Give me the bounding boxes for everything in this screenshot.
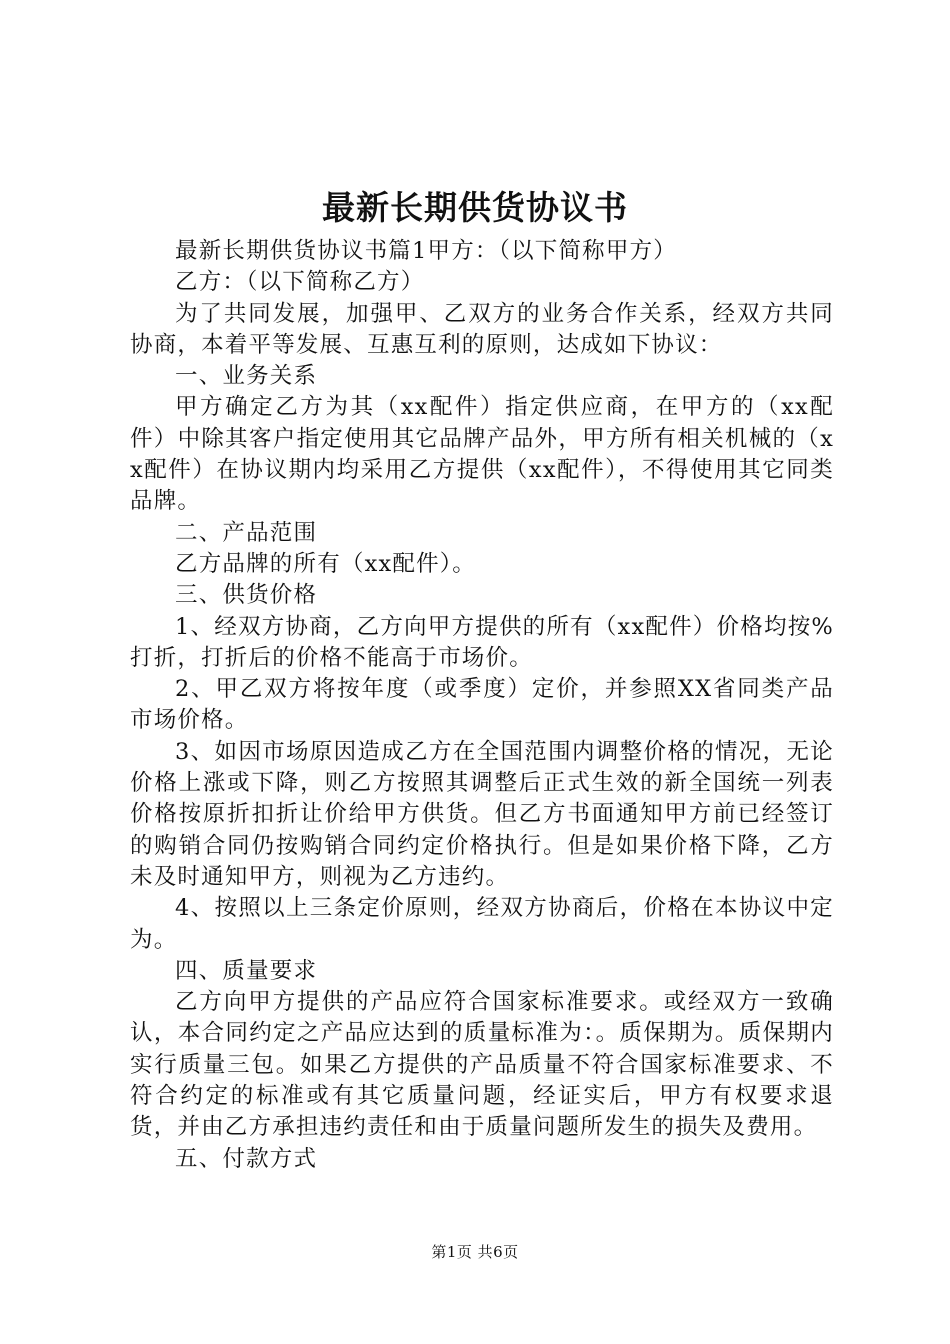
page-footer: 第1页 共6页 bbox=[431, 1243, 519, 1261]
section-heading-quality: 四、质量要求 bbox=[175, 957, 318, 984]
paragraph-intro: 最新长期供货协议书篇1甲方：（以下简称甲方） bbox=[175, 238, 677, 264]
section-heading-pricing: 三、供货价格 bbox=[175, 582, 318, 609]
section-heading-products: 二、产品范围 bbox=[175, 519, 318, 546]
paragraph-pricing-2: 2、甲乙双方将按年度（或季度）定价，并参照XX省同类产品市场价格。 bbox=[130, 676, 834, 734]
paragraph-pricing-4: 4、按照以上三条定价原则，经双方协商后，价格在本协议中定为。 bbox=[130, 895, 834, 953]
paragraph-purpose: 为了共同发展，加强甲、乙双方的业务合作关系，经双方共同协商，本着平等发展、互惠互利的原则，达成如下协议： bbox=[130, 300, 834, 358]
section-heading-payment: 五、付款方式 bbox=[175, 1145, 318, 1172]
paragraph-quality: 乙方向甲方提供的产品应符合国家标准要求。或经双方一致确认，本合同约定之产品应达到的质量标准为：。质保期为。质保期内实行质量三包。如果乙方提供的产品质量不符合国家标准要求、不符合约定的标准或有其它质量问题，经证实后，甲方有权要求退货，并由乙方承担违约责任和由于质量问题所发生的损失及费用。 bbox=[130, 989, 834, 1141]
paragraph-products: 乙方品牌的所有（xx配件）。 bbox=[175, 550, 476, 577]
paragraph-business: 甲方确定乙方为其（xx配件）指定供应商，在甲方的（xx配件）中除其客户指定使用其它品牌产品外，甲方所有相关机械的（xx配件）在协议期内均采用乙方提供（xx配件），不得使用其它同类品牌。 bbox=[130, 394, 834, 515]
document-body bbox=[130, 236, 834, 1175]
paragraph-party-b: 乙方：（以下简称乙方） bbox=[175, 269, 425, 296]
paragraph-pricing-1: 1、经双方协商，乙方向甲方提供的所有（xx配件）价格均按%打折，打折后的价格不能高于市场价。 bbox=[130, 613, 834, 671]
paragraph-pricing-3: 3、如因市场原因造成乙方在全国范围内调整价格的情况，无论价格上涨或下降，则乙方按照其调整后正式生效的新全国统一列表价格按原折扣折让价给甲方供货。但乙方书面通知甲方前已经签订的购销合同仍按购销合同约定价格执行。但是如果价格下降，乙方未及时通知甲方，则视为乙方违约。 bbox=[130, 738, 834, 890]
document-title: 最新长期供货协议书 bbox=[322, 188, 628, 227]
section-heading-business: 一、业务关系 bbox=[175, 363, 318, 390]
